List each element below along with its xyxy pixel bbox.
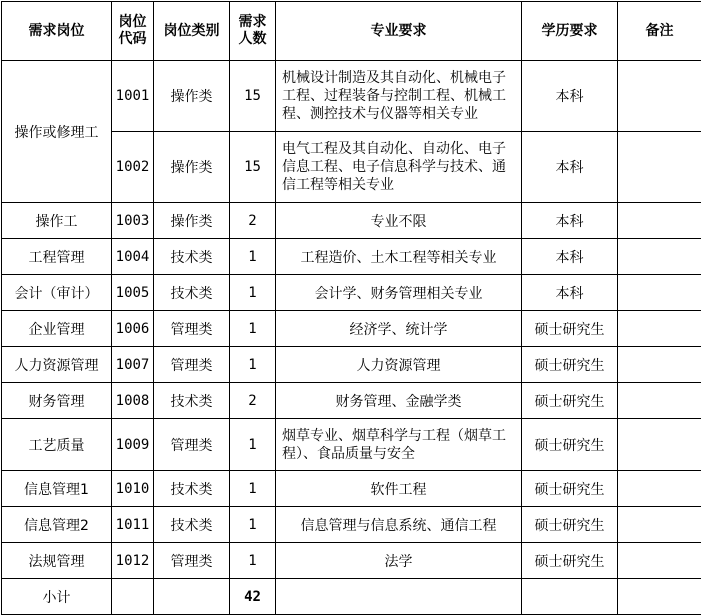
cell-major: 电气工程及其自动化、自动化、电子信息工程、电子信息科学与技术、通信工程等相关专业 xyxy=(276,132,522,203)
cell-education: 硕士研究生 xyxy=(522,543,618,579)
cell-education: 本科 xyxy=(522,239,618,275)
header-category: 岗位类别 xyxy=(154,2,230,61)
cell-major: 会计学、财务管理相关专业 xyxy=(276,275,522,311)
cell-remark xyxy=(618,203,701,239)
cell-position: 操作或修理工 xyxy=(2,61,112,203)
cell-code: 1010 xyxy=(112,471,154,507)
cell-major: 工程造价、土木工程等相关专业 xyxy=(276,239,522,275)
cell-education: 本科 xyxy=(522,61,618,132)
cell-category: 管理类 xyxy=(154,347,230,383)
table-row xyxy=(2,543,701,579)
header-position: 需求岗位 xyxy=(2,2,112,61)
cell-code: 1011 xyxy=(112,507,154,543)
cell-education: 本科 xyxy=(522,132,618,203)
cell-code: 1004 xyxy=(112,239,154,275)
total-empty-education xyxy=(522,579,618,615)
cell-remark xyxy=(618,383,701,419)
cell-major: 软件工程 xyxy=(276,471,522,507)
table-row xyxy=(2,311,701,347)
header-remark: 备注 xyxy=(618,2,701,61)
cell-position: 操作工 xyxy=(2,203,112,239)
table-row xyxy=(2,471,701,507)
header-count-line1: 需求 xyxy=(238,14,267,30)
cell-major: 财务管理、金融学类 xyxy=(276,383,522,419)
cell-code: 1002 xyxy=(112,132,154,203)
cell-category: 操作类 xyxy=(154,203,230,239)
cell-major: 经济学、统计学 xyxy=(276,311,522,347)
cell-count: 2 xyxy=(230,203,276,239)
header-count-line2: 人数 xyxy=(238,31,267,47)
table-row xyxy=(2,347,701,383)
cell-category: 管理类 xyxy=(154,311,230,347)
cell-category: 技术类 xyxy=(154,383,230,419)
cell-count: 1 xyxy=(230,311,276,347)
recruitment-table xyxy=(1,1,701,615)
cell-remark xyxy=(618,419,701,471)
cell-category: 技术类 xyxy=(154,507,230,543)
cell-code: 1006 xyxy=(112,311,154,347)
cell-major: 烟草专业、烟草科学与工程（烟草工程）、食品质量与安全 xyxy=(276,419,522,471)
cell-category: 管理类 xyxy=(154,543,230,579)
table-row xyxy=(2,507,701,543)
cell-code: 1008 xyxy=(112,383,154,419)
cell-count: 1 xyxy=(230,275,276,311)
cell-category: 操作类 xyxy=(154,61,230,132)
cell-major: 人力资源管理 xyxy=(276,347,522,383)
cell-major: 机械设计制造及其自动化、机械电子工程、过程装备与控制工程、机械工程、测控技术与仪器等相关专业 xyxy=(276,61,522,132)
cell-remark xyxy=(618,275,701,311)
header-row xyxy=(2,2,701,61)
table-row xyxy=(2,203,701,239)
cell-remark xyxy=(618,543,701,579)
cell-category: 技术类 xyxy=(154,275,230,311)
cell-remark xyxy=(618,471,701,507)
cell-count: 1 xyxy=(230,347,276,383)
cell-category: 技术类 xyxy=(154,239,230,275)
cell-major: 专业不限 xyxy=(276,203,522,239)
cell-count: 1 xyxy=(230,543,276,579)
cell-category: 技术类 xyxy=(154,471,230,507)
table-row xyxy=(2,419,701,471)
cell-code: 1003 xyxy=(112,203,154,239)
cell-remark xyxy=(618,61,701,132)
cell-education: 硕士研究生 xyxy=(522,471,618,507)
header-code xyxy=(112,2,154,61)
cell-category: 管理类 xyxy=(154,419,230,471)
cell-remark xyxy=(618,132,701,203)
cell-education: 硕士研究生 xyxy=(522,507,618,543)
cell-education: 硕士研究生 xyxy=(522,347,618,383)
total-empty-code xyxy=(112,579,154,615)
header-count xyxy=(230,2,276,61)
cell-count: 1 xyxy=(230,419,276,471)
cell-count: 2 xyxy=(230,383,276,419)
cell-code: 1005 xyxy=(112,275,154,311)
cell-remark xyxy=(618,347,701,383)
cell-count: 15 xyxy=(230,61,276,132)
cell-code: 1012 xyxy=(112,543,154,579)
cell-position: 人力资源管理 xyxy=(2,347,112,383)
cell-position: 工艺质量 xyxy=(2,419,112,471)
table-row xyxy=(2,383,701,419)
cell-education: 硕士研究生 xyxy=(522,311,618,347)
cell-position: 法规管理 xyxy=(2,543,112,579)
cell-code: 1009 xyxy=(112,419,154,471)
table-row xyxy=(2,275,701,311)
header-major: 专业要求 xyxy=(276,2,522,61)
cell-position: 会计（审计） xyxy=(2,275,112,311)
total-empty-major xyxy=(276,579,522,615)
header-code-line2: 代码 xyxy=(118,31,147,47)
total-empty-remark xyxy=(618,579,701,615)
cell-position: 信息管理1 xyxy=(2,471,112,507)
cell-education: 硕士研究生 xyxy=(522,419,618,471)
cell-count: 1 xyxy=(230,471,276,507)
total-empty-category xyxy=(154,579,230,615)
cell-position: 财务管理 xyxy=(2,383,112,419)
cell-position: 工程管理 xyxy=(2,239,112,275)
total-count: 42 xyxy=(230,579,276,615)
cell-code: 1001 xyxy=(112,61,154,132)
cell-education: 本科 xyxy=(522,275,618,311)
cell-position: 企业管理 xyxy=(2,311,112,347)
cell-category: 操作类 xyxy=(154,132,230,203)
cell-code: 1007 xyxy=(112,347,154,383)
cell-major: 信息管理与信息系统、通信工程 xyxy=(276,507,522,543)
cell-education: 硕士研究生 xyxy=(522,383,618,419)
table-row xyxy=(2,61,701,132)
cell-education: 本科 xyxy=(522,203,618,239)
header-education: 学历要求 xyxy=(522,2,618,61)
table-row xyxy=(2,239,701,275)
total-label: 小计 xyxy=(2,579,112,615)
cell-major: 法学 xyxy=(276,543,522,579)
cell-count: 1 xyxy=(230,507,276,543)
total-row xyxy=(2,579,701,615)
cell-position: 信息管理2 xyxy=(2,507,112,543)
header-code-line1: 岗位 xyxy=(118,14,147,30)
cell-remark xyxy=(618,311,701,347)
cell-count: 1 xyxy=(230,239,276,275)
cell-remark xyxy=(618,239,701,275)
cell-count: 15 xyxy=(230,132,276,203)
cell-remark xyxy=(618,507,701,543)
